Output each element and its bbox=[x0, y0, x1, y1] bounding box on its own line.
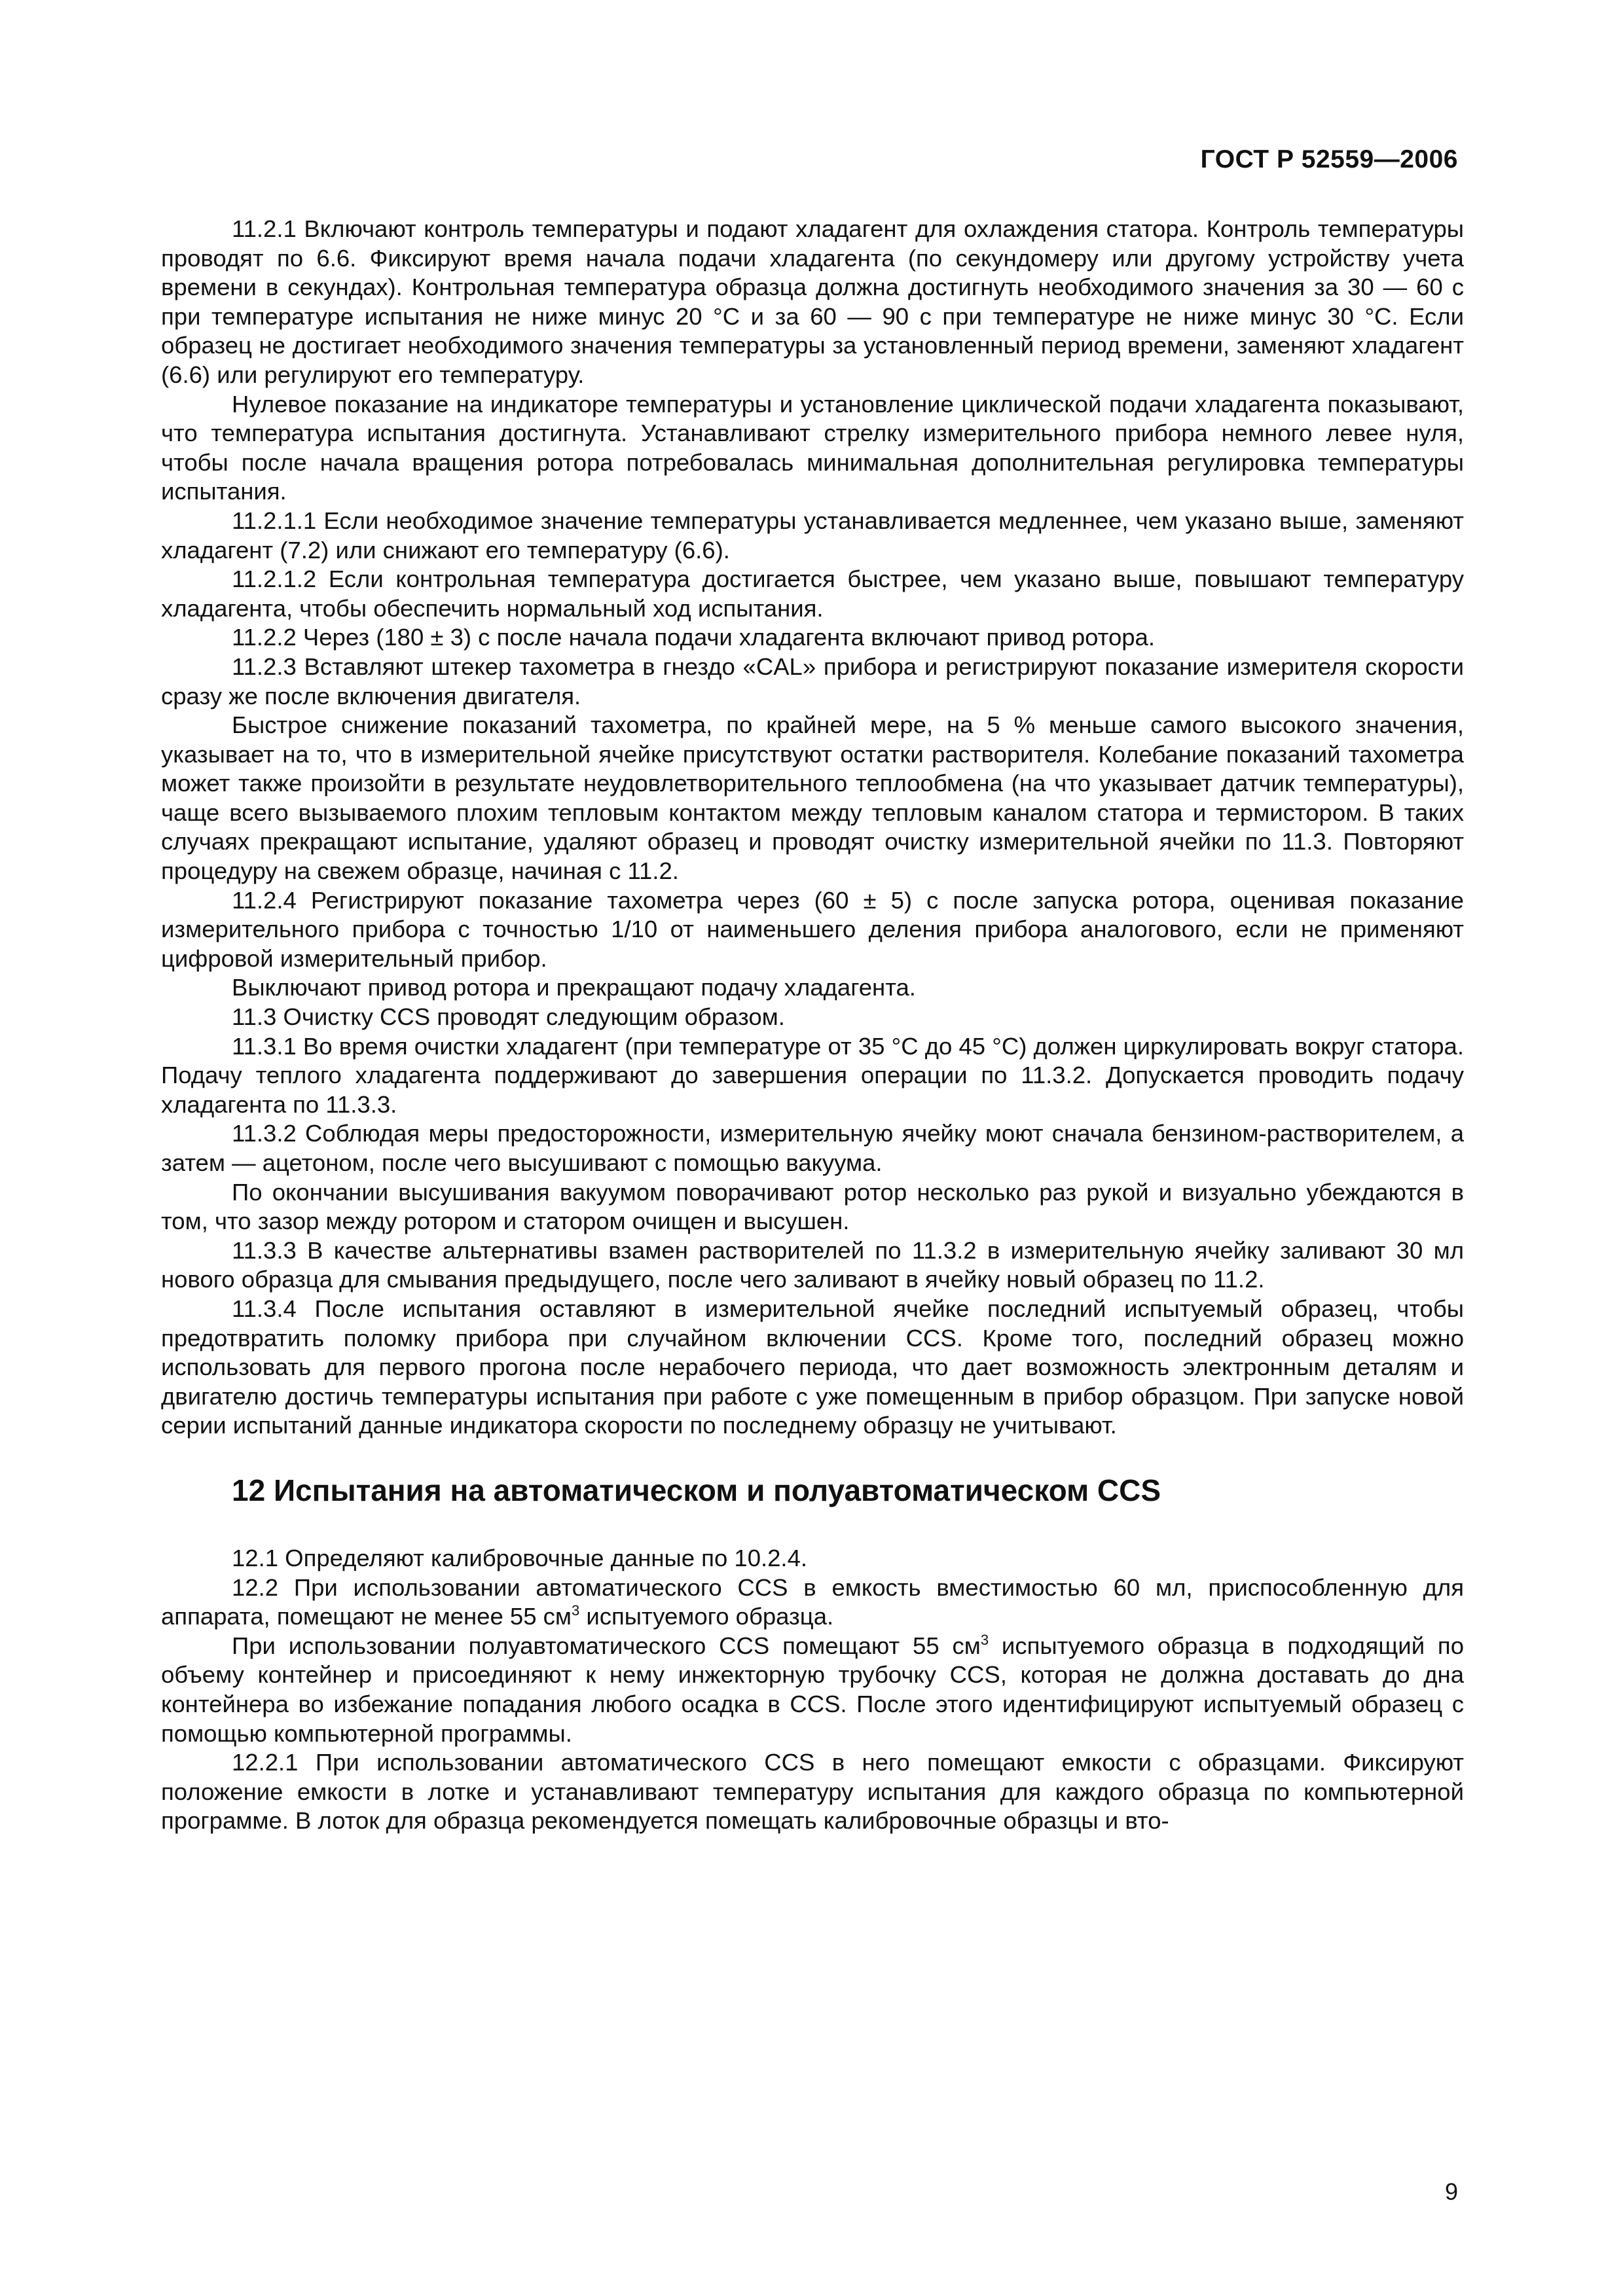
paragraph-12-2 bbox=[161, 1573, 1464, 1632]
standard-header: ГОСТ Р 52559—2006 bbox=[1200, 145, 1458, 173]
superscript-cubic: 3 bbox=[572, 1602, 580, 1619]
paragraph-semiautomatic bbox=[161, 1632, 1464, 1748]
paragraph-11-2-1: 11.2.1 Включают контроль температуры и подают хладагент для охлаждения статора. Контроль температуры проводят по 6.6. Фиксируют время начала подачи хладагента (по секундомеру или другому устройству учета времени в секундах). Контрольная температура образца должна достигнуть необходимого значения за 30 — 60 с при температуре испытания не ниже минус 20 °С и за 60 — 90 с при температуре не ниже минус 30 °С. Если образец не достигает необходимого значения температуры за установленный период времени, заменяют хладагент (6.6) или регулируют его температуру. bbox=[161, 215, 1464, 388]
paragraph-11-2-3: 11.2.3 Вставляют штекер тахометра в гнездо «CAL» прибора и регистрируют показание измерителя скорости сразу же после включения двигателя. bbox=[161, 653, 1464, 709]
paragraph-11-3: 11.3 Очистку CCS проводят следующим образом. bbox=[232, 1003, 785, 1031]
section-heading-12: 12 Испытания на автоматическом и полуавтоматическом CCS bbox=[232, 1473, 1161, 1507]
paragraph-semiautomatic-text-a: При использовании полуавтоматического CCS помещают 55 см bbox=[232, 1632, 981, 1659]
paragraph-11-2-4: 11.2.4 Регистрируют показание тахометра через (60 ± 5) с после запуска ротора, оценивая показание измерительного прибора с точностью 1/10 от наименьшего деления прибора аналогового, если не применяют цифровой измерительный прибор. bbox=[161, 886, 1464, 972]
paragraph-semiautomatic-text-b: испытуемого образца в подходящий по объему контейнер и присоединяют к нему инжекторную трубочку CCS, которая не должна доставать до дна контейнера во избежание попадания любого осадка в CCS. После этого идентифицируют испытуемый образец с помощью компьютерной программы. bbox=[161, 1632, 1465, 1747]
document-body bbox=[161, 215, 1464, 1836]
paragraph-zero-reading: Нулевое показание на индикаторе температуры и установление циклической подачи хладагента показывают, что температура испытания достигнута. Устанавливают стрелку измерительного прибора немного левее нуля, чтобы после начала вращения ротора потребовалась минимальная дополнительная регулировка температуры испытания. bbox=[161, 390, 1464, 505]
paragraph-11-2-1-2: 11.2.1.2 Если контрольная температура достигается быстрее, чем указано выше, повышают температуру хладагента, чтобы обеспечить нормальный ход испытания. bbox=[161, 565, 1464, 622]
superscript-cubic: 3 bbox=[980, 1631, 989, 1648]
paragraph-12-1: 12.1 Определяют калибровочные данные по 10.2.4. bbox=[232, 1544, 808, 1571]
paragraph-tachometer-drop: Быстрое снижение показаний тахометра, по крайней мере, на 5 % меньше самого высокого значения, указывает на то, что в измерительной ячейке присутствуют остатки растворителя. Колебание показаний тахометра может также произойти в результате неудовлетворительного теплообмена (на что указывает датчик температуры), чаще всего вызываемого плохим тепловым контактом между тепловым каналом статора и термистором. В таких случаях прекращают испытание, удаляют образец и проводят очистку измерительной ячейки по 11.3. Повторяют процедуру на свежем образце, начиная с 11.2. bbox=[161, 711, 1464, 885]
paragraph-stop-drive: Выключают привод ротора и прекращают подачу хладагента. bbox=[232, 974, 916, 1001]
paragraph-11-3-3: 11.3.3 В качестве альтернативы взамен растворителей по 11.3.2 в измерительную ячейку заливают 30 мл нового образца для смывания предыдущего, после чего заливают в ячейку новый образец по 11.2. bbox=[161, 1236, 1464, 1293]
paragraph-vacuum-drying: По окончании высушивания вакуумом поворачивают ротор несколько раз рукой и визуально убеждаются в том, что зазор между ротором и статором очищен и высушен. bbox=[161, 1178, 1464, 1235]
paragraph-11-2-1-1: 11.2.1.1 Если необходимое значение температуры устанавливается медленнее, чем указано выше, заменяют хладагент (7.2) или снижают его температуру (6.6). bbox=[161, 507, 1464, 564]
paragraph-12-2-1: 12.2.1 При использовании автоматического CCS в него помещают емкости с образцами. Фиксируют положение емкости в лотке и устанавливают температуру испытания для каждого образца по компьютерной программе. В лоток для образца рекомендуется помещать калибровочные образцы и вто- bbox=[161, 1749, 1464, 1835]
paragraph-11-2-2: 11.2.2 Через (180 ± 3) с после начала подачи хладагента включают привод ротора. bbox=[232, 624, 1155, 651]
page-number: 9 bbox=[1444, 2178, 1458, 2205]
paragraph-11-3-4: 11.3.4 После испытания оставляют в измерительной ячейке последний испытуемый образец, чтобы предотвратить поломку прибора при случайном включении CCS. Кроме того, последний образец можно использовать для первого прогона после нерабочего периода, что дает возможность электронным деталям и двигателю достичь температуры испытания при работе с уже помещенным в прибор образцом. При запуске новой серии испытаний данные индикатора скорости по последнему образцу не учитывают. bbox=[161, 1295, 1464, 1439]
paragraph-11-3-1: 11.3.1 Во время очистки хладагент (при температуре от 35 °С до 45 °С) должен циркулировать вокруг статора. Подачу теплого хладагента поддерживают до завершения операции по 11.3.2. Допускается проводить подачу хладагента по 11.3.3. bbox=[161, 1032, 1464, 1118]
paragraph-11-3-2: 11.3.2 Соблюдая меры предосторожности, измерительную ячейку моют сначала бензином-растворителем, а затем — ацетоном, после чего высушивают с помощью вакуума. bbox=[161, 1120, 1464, 1176]
paragraph-12-2-text-a: 12.2 При использовании автоматического CCS в емкость вместимостью 60 мл, приспособленную для аппарата, помещают не менее 55 см bbox=[161, 1573, 1464, 1630]
paragraph-12-2-text-b: испытуемого образца. bbox=[579, 1603, 834, 1630]
